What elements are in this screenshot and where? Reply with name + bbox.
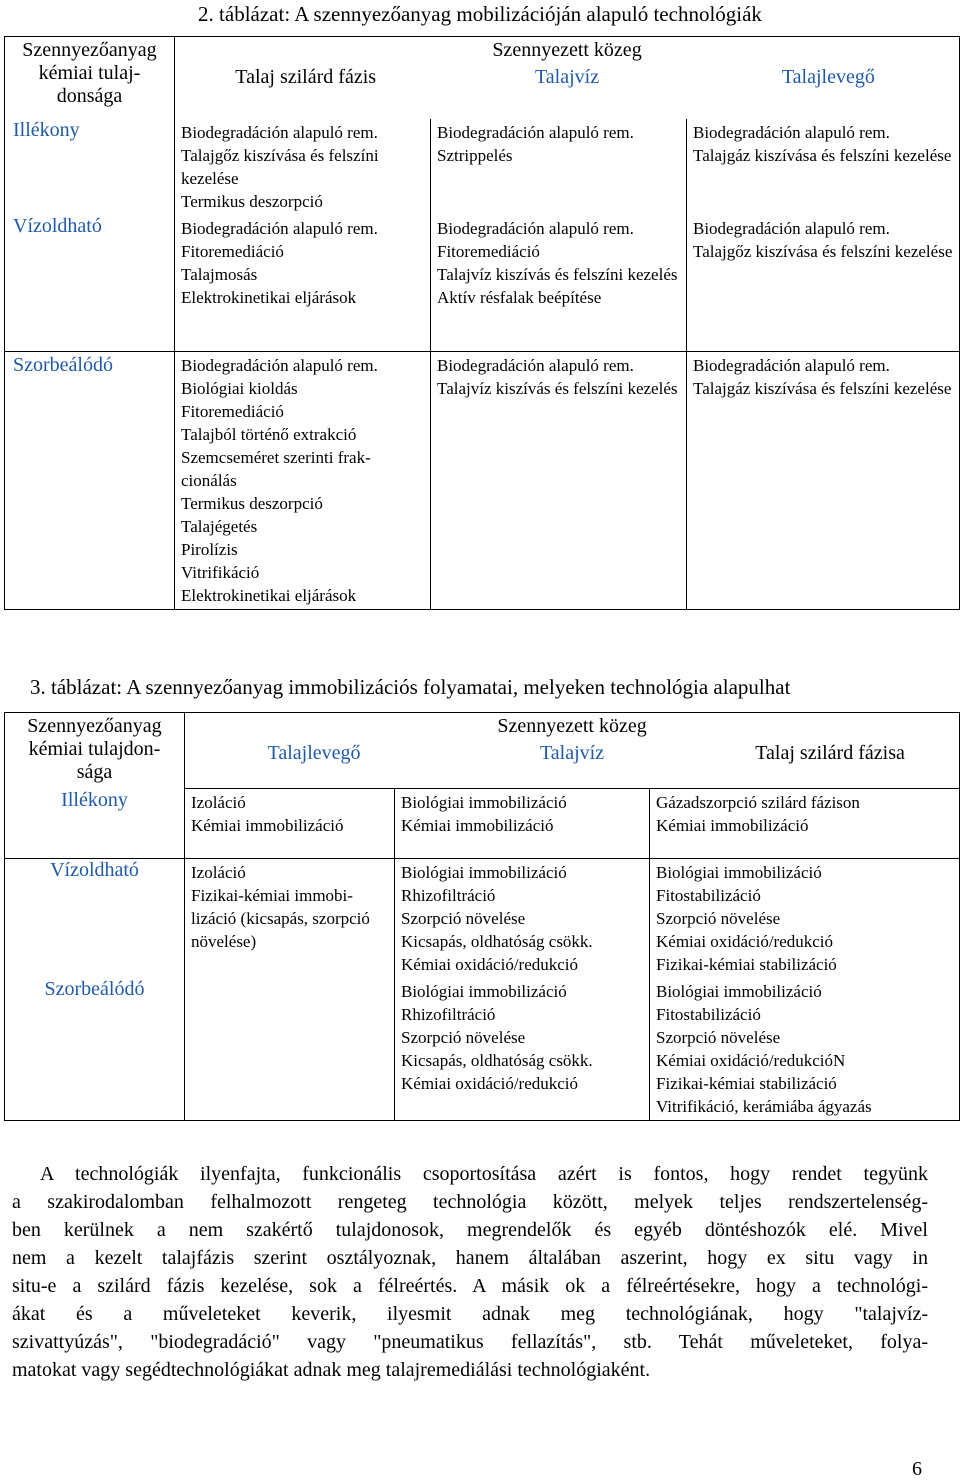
paragraph-line: matokat vagy segédtechnológiákat adnak meg talajremediálási technológiaként. xyxy=(12,1359,651,1381)
cell-line: Biodegradáción alapuló rem. xyxy=(437,218,634,238)
cell-line: Biodegradáción alapuló rem. xyxy=(693,356,890,375)
cell-line: Fizikai-kémiai stabilizáció xyxy=(656,955,837,974)
cell-line: Talajgőz kiszívása és felszíni kezelése xyxy=(693,241,953,261)
cell-line: Talajgáz kiszívása és felszíni kezelése xyxy=(693,145,952,165)
cell-line: Talajgáz kiszívása és felszíni kezelése xyxy=(693,379,952,398)
cell-line: Kémiai oxidáció/redukció xyxy=(401,1074,579,1093)
paragraph-line: nem a kezelt talajfázis szerint osztályoznak, hanem általában aszerint, hogy ex situ vagy in xyxy=(12,1247,928,1269)
table2-r0-c1 xyxy=(431,119,687,215)
table2-col-groundwater: Talajvíz xyxy=(534,66,600,88)
paragraph-line: ben kerülnek a nem szakértő tulajdonosok, megrendelők és egyéb döntéshozók elé. Mivel xyxy=(12,1219,928,1241)
cell-line: Kémiai immobilizáció xyxy=(656,816,809,835)
table3-row-sorbing-label xyxy=(5,978,185,1121)
cell-line: Sztrippelés xyxy=(437,145,513,165)
table2-r1-c1 xyxy=(431,215,687,352)
body-paragraph xyxy=(12,1160,928,1384)
paragraph-line: A technológiák ilyenfajta, funkcionális csoportosítása azért is fontos, hogy rendet tegyünk xyxy=(40,1163,928,1185)
cell-line: Biodegradáción alapuló rem. xyxy=(181,356,378,375)
cell-line: Biodegradáción alapuló rem. xyxy=(181,218,378,238)
table3-row-watersoluble-label xyxy=(5,859,185,979)
page-number: 6 xyxy=(912,1458,922,1480)
cell-line: Elektrokinetikai eljárások xyxy=(181,586,357,605)
cell-line: Kémiai immobilizáció xyxy=(191,816,344,835)
cell-line: Kicsapás, oldhatóság csökk. xyxy=(401,1051,593,1070)
table2-r0-c2 xyxy=(687,119,960,215)
table3-caption: 3. táblázat: A szennyezőanyag immobilizációs folyamatai, melyeken technológia alapulhat xyxy=(30,675,791,699)
table2-row-watersoluble-label xyxy=(5,215,175,352)
cell-line: Talajégetés xyxy=(181,517,258,536)
table2-header-main xyxy=(175,37,960,119)
cell-line: Biológiai immobilizáció xyxy=(656,982,822,1001)
table2-r1-c2 xyxy=(687,215,960,352)
cell-line: Biológiai immobilizáció xyxy=(401,863,567,882)
cell-line: Szorpció növelése xyxy=(401,1028,526,1047)
cell-line: Rhizofiltráció xyxy=(401,886,496,905)
table2-header-main-text: Szennyezett közeg xyxy=(492,39,642,61)
cell-line: Fitoremediáció xyxy=(181,402,284,421)
table2-prop-sorbing: Szorbeálódó xyxy=(13,354,113,376)
immobilization-table xyxy=(4,712,960,1121)
cell-line: Kémiai oxidáció/redukció xyxy=(401,955,579,974)
cell-line: Talajmosás xyxy=(181,264,258,284)
cell-line: Izoláció xyxy=(191,863,246,882)
cell-line: Fizikai-kémiai immobi-lizáció (kicsapás, szorpció növelése) xyxy=(191,886,370,951)
mobilization-table xyxy=(4,36,960,610)
table3-col-solid: Talaj szilárd fázisa xyxy=(755,742,905,764)
table3-r0-c2 xyxy=(650,789,960,859)
cell-line: Biológiai kioldás xyxy=(181,379,298,398)
cell-line: Biodegradáción alapuló rem. xyxy=(693,218,890,238)
table3-row-volatile-label xyxy=(5,789,185,859)
table3-header-left-text: Szennyezőanyag kémiai tulajdon-sága xyxy=(27,715,162,783)
cell-line: Fizikai-kémiai stabilizáció xyxy=(656,1074,837,1093)
paragraph-line: a szakirodalomban felhalmozott rengeteg technológia között, melyek teljes rendszertelenség- xyxy=(12,1191,928,1213)
cell-line: Talajvíz kiszívás és felszíni kezelés xyxy=(437,379,678,398)
table3-header-left xyxy=(5,713,185,789)
table3-r2-c1 xyxy=(395,978,650,1121)
cell-line: Kémiai oxidáció/redukcióN xyxy=(656,1051,846,1070)
cell-line: Szorpció növelése xyxy=(656,1028,781,1047)
cell-line: Biodegradáción alapuló rem. xyxy=(437,122,634,142)
cell-line: Kémiai immobilizáció xyxy=(401,816,554,835)
table3-prop-sorbing: Szorbeálódó xyxy=(44,978,145,1000)
cell-line: Fitoremediáció xyxy=(181,241,284,261)
cell-line: Biológiai immobilizáció xyxy=(401,793,567,812)
cell-line: Termikus deszorpció xyxy=(181,494,323,513)
cell-line: Vitrifikáció xyxy=(181,563,260,582)
cell-line: Gázadszorpció szilárd fázison xyxy=(656,793,860,812)
paragraph-line: situ-e a szilárd fázis kezelése, sok a félreértés. A másik ok a félreértésekre, hogy a technológi- xyxy=(12,1275,928,1297)
table3-r0-c1 xyxy=(395,789,650,859)
cell-line: Talajgőz kiszívása és felszíni kezelése xyxy=(181,145,379,188)
table2-r0-c0 xyxy=(175,119,431,215)
cell-line: Fitoremediáció xyxy=(437,241,540,261)
paragraph-line: szivattyúzás", "biodegradáció" vagy "pneumatikus fellazítás", stb. Tehát műveleteket, folya- xyxy=(12,1331,928,1353)
cell-line: Izoláció xyxy=(191,793,246,812)
cell-line: Szemcseméret szerinti frak-cionálás xyxy=(181,448,371,490)
table3-r0-c0 xyxy=(185,789,395,859)
cell-line: Talajból történő extrakció xyxy=(181,425,357,444)
cell-line: Aktív résfalak beépítése xyxy=(437,287,602,307)
cell-line: Pirolízis xyxy=(181,540,238,559)
cell-line: Elektrokinetikai eljárások xyxy=(181,287,357,307)
cell-line: Szorpció növelése xyxy=(401,909,526,928)
table2-header-left xyxy=(5,37,175,119)
cell-line: Biodegradáción alapuló rem. xyxy=(693,122,890,142)
table2-row-sorbing-label xyxy=(5,352,175,610)
table2-r2-c2 xyxy=(687,352,960,610)
table3-prop-watersoluble: Vízoldható xyxy=(50,859,139,881)
table2-row-volatile-label xyxy=(5,119,175,215)
table2-prop-volatile: Illékony xyxy=(13,118,80,141)
table3-r1-c0 xyxy=(185,859,395,979)
cell-line: Biodegradáción alapuló rem. xyxy=(181,122,378,142)
table2-header-left-text: Szennyezőanyag kémiai tulaj-donsága xyxy=(22,39,157,107)
table2-r2-c0 xyxy=(175,352,431,610)
table3-r2-c0 xyxy=(185,978,395,1121)
table2-r1-c0 xyxy=(175,215,431,352)
table3-col-soilgas: Talajlevegő xyxy=(267,742,361,764)
cell-line: Kicsapás, oldhatóság csökk. xyxy=(401,932,593,951)
table3-header-main xyxy=(185,713,960,789)
table3-r2-c2 xyxy=(650,978,960,1121)
cell-line: Kémiai oxidáció/redukció xyxy=(656,932,834,951)
paragraph-line: ákat és a műveleteket keverik, ilyesmit adnak meg technológiának, hogy "talajvíz- xyxy=(12,1303,928,1325)
table3-header-main-text: Szennyezett közeg xyxy=(497,715,647,737)
table2-r2-c1 xyxy=(431,352,687,610)
table2-prop-watersoluble: Vízoldható xyxy=(13,214,102,237)
table2-col-solid: Talaj szilárd fázis xyxy=(235,66,377,88)
table2-col-soilgas: Talajlevegő xyxy=(781,66,875,88)
table3-r1-c2 xyxy=(650,859,960,979)
cell-line: Biológiai immobilizáció xyxy=(401,982,567,1001)
table3-prop-volatile: Illékony xyxy=(61,788,128,811)
cell-line: Biológiai immobilizáció xyxy=(656,863,822,882)
cell-line: Fitostabilizáció xyxy=(656,1005,761,1024)
cell-line: Talajvíz kiszívás és felszíni kezelés xyxy=(437,264,678,284)
table2-caption: 2. táblázat: A szennyezőanyag mobilizációján alapuló technológiák xyxy=(198,2,762,26)
cell-line: Rhizofiltráció xyxy=(401,1005,496,1024)
cell-line: Biodegradáción alapuló rem. xyxy=(437,356,634,375)
table3-col-groundwater: Talajvíz xyxy=(539,742,605,764)
cell-line: Vitrifikáció, kerámiába ágyazás xyxy=(656,1097,872,1116)
cell-line: Termikus deszorpció xyxy=(181,191,323,211)
table3-r1-c1 xyxy=(395,859,650,979)
cell-line: Fitostabilizáció xyxy=(656,886,761,905)
cell-line: Szorpció növelése xyxy=(656,909,781,928)
